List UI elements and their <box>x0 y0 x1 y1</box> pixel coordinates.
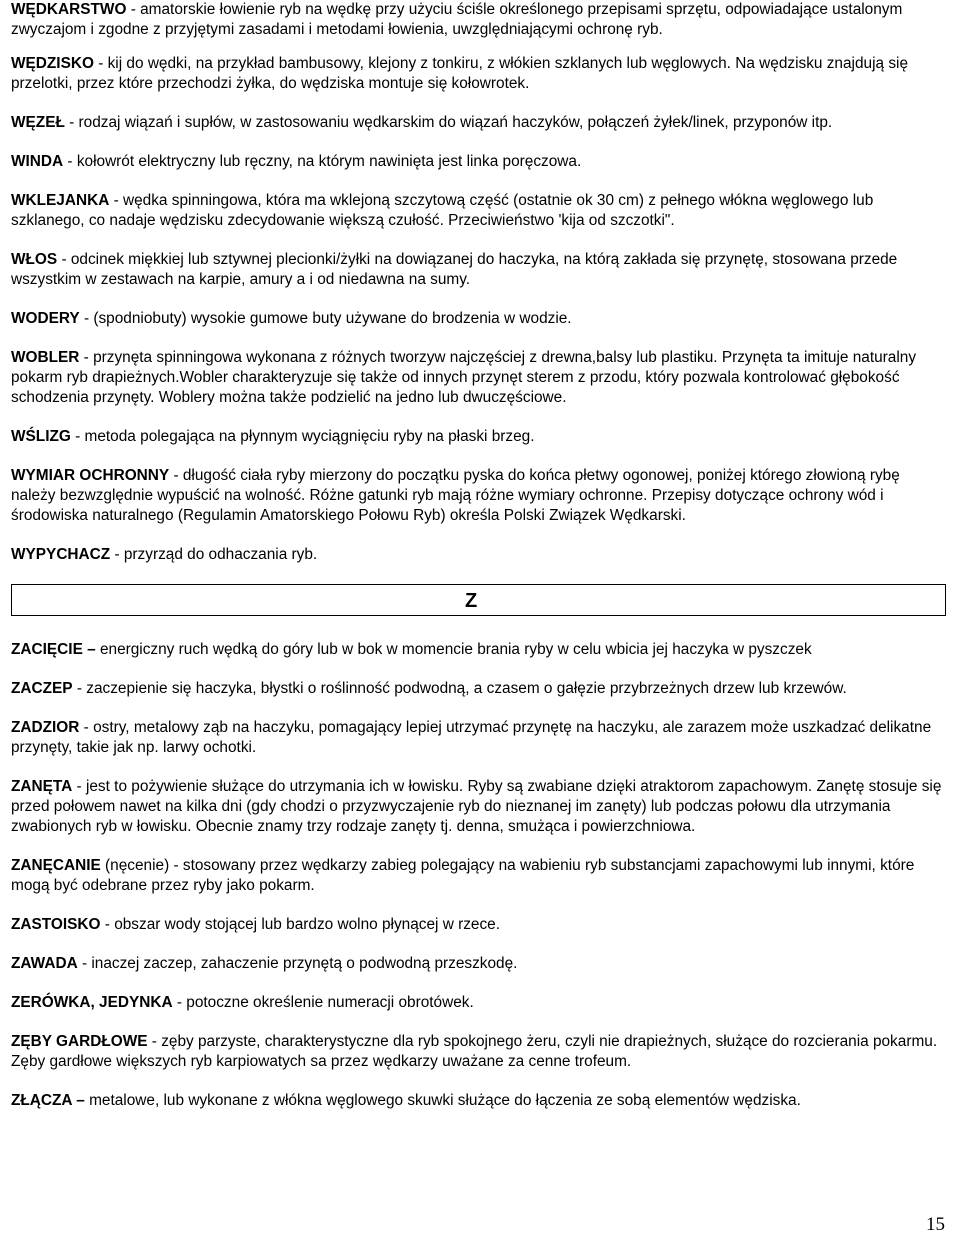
entry-term: WYPYCHACZ <box>11 546 111 563</box>
entry-definition: - (spodniobuty) wysokie gumowe buty używane do brodzenia w wodzie. <box>79 310 572 327</box>
entry-definition: - wędka spinningowa, która ma wklejoną szczytową część (ostatnie ok 30 cm) z pełnego włókna węglowego lub szklanego, co nadaje wędzisku zdecydowanie większą czułość. Przeciwieństwo 'kija od szczotki". <box>11 192 874 229</box>
entry-term: ZACZEP <box>11 680 73 697</box>
entry-term: ZERÓWKA, JEDYNKA <box>11 994 173 1011</box>
glossary-entry <box>11 545 946 565</box>
entry-definition: (nęcenie) - stosowany przez wędkarzy zabieg polegający na wabieniu ryb substancjami zapachowymi lub innymi, które mogą być odebrane przez ryby jako pokarm. <box>11 857 915 894</box>
entry-term: ZACIĘCIE – <box>11 641 96 658</box>
entry-term: WKLEJANKA <box>11 192 110 209</box>
glossary-entry <box>11 191 946 231</box>
glossary-entry <box>11 640 946 660</box>
glossary-entry <box>11 0 946 40</box>
entry-term: ZĘBY GARDŁOWE <box>11 1033 148 1050</box>
entry-definition: - długość ciała ryby mierzony do początku pyska do końca płetwy ogonowej, poniżej którego złowioną rybę należy bezwzględnie wypuścić na wolność. Różne gatunki ryb mają różne wymiary ochronne. Przepisy dotyczące ochrony wód i środowiska naturalnego (Regulamin Amatorskiego Połowu Ryb) określa Polski Związek Wędkarski. <box>11 467 900 524</box>
glossary-entry <box>11 954 946 974</box>
entry-term: WODERY <box>11 310 80 327</box>
entry-definition: - kij do wędki, na przykład bambusowy, klejony z tonkiru, z włókien szklanych lub węglowych. Na wędzisku znajdują się przelotki, przez które przechodzi żyłka, do wędziska montuje się kołowrotek. <box>11 55 909 92</box>
glossary-entry <box>11 54 946 94</box>
entry-definition: - potoczne określenie numeracji obrotówek. <box>172 994 474 1011</box>
glossary-entry <box>11 679 946 699</box>
section-header-box <box>11 584 946 616</box>
glossary-entry <box>11 777 946 837</box>
entry-term: WĘDKARSTWO <box>11 1 127 18</box>
glossary-entry <box>11 856 946 896</box>
glossary-entry <box>11 427 946 447</box>
glossary-entry <box>11 1091 946 1111</box>
glossary-entry <box>11 466 946 526</box>
glossary-entry <box>11 993 946 1013</box>
entry-term: WĘDZISKO <box>11 55 94 72</box>
entry-term: WŚLIZG <box>11 428 71 445</box>
glossary-entry <box>11 1032 946 1072</box>
entry-term: WĘZEŁ <box>11 114 65 131</box>
entry-term: ZŁĄCZA – <box>11 1092 85 1109</box>
entry-term: ZASTOISKO <box>11 916 101 933</box>
entry-definition: - amatorskie łowienie ryb na wędkę przy użyciu ściśle określonego przepisami sprzętu, odpowiadające ustalonym zwyczajom i zgodne z przyjętymi zasadami i metodami łowienia, uwzględniającymi ochronę ryb. <box>11 1 903 38</box>
page-number: 15 <box>926 1214 945 1235</box>
entry-definition: metalowe, lub wykonane z włókna węglowego skuwki służące do łączenia ze sobą elementów wędziska. <box>84 1092 801 1109</box>
entry-definition: - metoda polegająca na płynnym wyciągnięciu ryby na płaski brzeg. <box>70 428 535 445</box>
entry-term: ZADZIOR <box>11 719 80 736</box>
entry-definition: energiczny ruch wędką do góry lub w bok w momencie brania ryby w celu wbicia jej haczyka w pyszczek <box>95 641 812 658</box>
entry-term: WOBLER <box>11 349 80 366</box>
entry-term: WYMIAR OCHRONNY <box>11 467 170 484</box>
entry-definition: - przyrząd do odhaczania ryb. <box>110 546 318 563</box>
entry-definition: - zęby parzyste, charakterystyczne dla ryb spokojnego żeru, czyli nie drapieżnych, służące do rozcierania pokarmu. Zęby gardłowe większych ryb karpiowatych sa przez wędkarzy uważane za cenne trofeum. <box>11 1033 938 1070</box>
entry-term: ZANĘCANIE <box>11 857 101 874</box>
entry-term: ZAWADA <box>11 955 78 972</box>
glossary-entry <box>11 152 946 172</box>
entry-definition: - inaczej zaczep, zahaczenie przynętą o podwodną przeszkodę. <box>77 955 518 972</box>
glossary-entry <box>11 250 946 290</box>
entry-term: WINDA <box>11 153 64 170</box>
entry-term: WŁOS <box>11 251 58 268</box>
glossary-entry <box>11 309 946 329</box>
entry-definition: - zaczepienie się haczyka, błystki o roślinność podwodną, a czasem o gałęzie przybrzeżnych drzew lub krzewów. <box>72 680 847 697</box>
entry-definition: - przynęta spinningowa wykonana z różnych tworzyw najczęściej z drewna,balsy lub plastiku. Przynęta ta imituje naturalny pokarm ryb drapieżnych.Wobler charakteryzuje się także od innych przynęt sterem z przodu, który pozwala kontrolować głębokość schodzenia przynęty. Woblery można także podzielić na jedno lub dwuczęściowe. <box>11 349 917 406</box>
glossary-entry <box>11 113 946 133</box>
glossary-entry <box>11 348 946 408</box>
glossary-page <box>11 0 946 1130</box>
entry-definition: - kołowrót elektryczny lub ręczny, na którym nawinięta jest linka poręczowa. <box>63 153 582 170</box>
glossary-entry <box>11 915 946 935</box>
entry-definition: - ostry, metalowy ząb na haczyku, pomagający lepiej utrzymać przynętę na haczyku, ale zarazem może uszkadzać delikatne przynęty, takie jak np. larwy ochotki. <box>11 719 932 756</box>
glossary-entry <box>11 718 946 758</box>
entry-term: ZANĘTA <box>11 778 73 795</box>
entry-definition: - odcinek miękkiej lub sztywnej plecionki/żyłki na dowiązanej do haczyka, na którą zakłada się przynętę, stosowana przede wszystkim w zestawach na karpie, amury a i od niedawna na sumy. <box>11 251 898 288</box>
entry-definition: - rodzaj wiązań i supłów, w zastosowaniu wędkarskim do wiązań haczyków, połączeń żyłek/linek, przyponów itp. <box>64 114 833 131</box>
entry-definition: - jest to pożywienie służące do utrzymania ich w łowisku. Ryby są zwabiane dzięki atraktorom zapachowym. Zanętę stosuje się przed połowem nawet na kilka dni (gdy chodzi o przyzwyczajenie ryb do nieznanej im zanęty) lub podczas połowu dla utrzymania zwabionych ryb w łowisku. Obecnie znamy trzy rodzaje zanęty tj. denna, smużąca i powierzchniowa. <box>11 778 942 835</box>
section-letter: Z <box>465 590 478 612</box>
entry-definition: - obszar wody stojącej lub bardzo wolno płynącej w rzece. <box>100 916 501 933</box>
